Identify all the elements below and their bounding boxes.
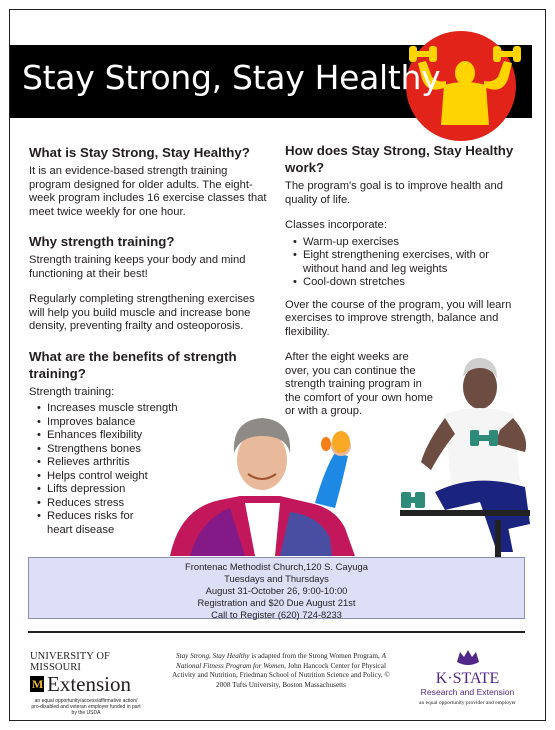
list-item: • Strengthens bones bbox=[37, 443, 197, 457]
why-heading: Why strength training? bbox=[29, 234, 175, 249]
what-heading: What is Stay Strong, Stay Healthy? bbox=[29, 145, 250, 160]
mu-university-name: UNIVERSITY OF MISSOURI bbox=[30, 651, 110, 673]
event-location: Frontenac Methodist Church,120 S. Cayuga bbox=[185, 561, 368, 572]
list-item: • Lifts depression bbox=[37, 483, 197, 497]
page-title: Stay Strong, Stay Healthy bbox=[22, 58, 441, 97]
footer-divider bbox=[28, 631, 525, 633]
list-item: • Reduces risks for heart disease bbox=[37, 510, 147, 537]
why-text-1: Strength training keeps your body and mind functioning at their best! bbox=[29, 254, 246, 280]
classes-list bbox=[293, 236, 530, 290]
list-item: • Reduces stress bbox=[37, 497, 197, 511]
kstate-subtitle: Research and Extension bbox=[420, 687, 515, 697]
event-dates: August 31-October 26, 9:00-10:00 bbox=[205, 585, 348, 596]
what-text: It is an evidence-based strength training program designed for older adults. The eight-week program includes 16 exercise classes that meet twice weekly for one hour. bbox=[29, 165, 267, 218]
list-item: • Relieves arthritis bbox=[37, 456, 197, 470]
how-text: The program's goal is to improve health and quality of life. bbox=[285, 180, 503, 206]
benefits-heading: What are the benefits of strength training? bbox=[29, 348, 237, 381]
mu-disclaimer: an equal opportunity/access/affirmative action/ pro-disabled and veteran employer funded in part by the USDA bbox=[31, 698, 141, 716]
list-item: • Increases muscle strength bbox=[37, 402, 197, 416]
continue-text: After the eight weeks are over, you can continue the strength training program in the comfort of your own home or with a group. bbox=[285, 351, 433, 417]
list-item: • Eight strengthening exercises, with or without hand and leg weights bbox=[293, 249, 523, 276]
man-exercising-photo bbox=[385, 352, 535, 557]
list-item: • Cool-down stretches bbox=[293, 276, 530, 290]
why-text-2: Regularly completing strengthening exercises will help you build muscle and increase bone density, preventing frailty and osteoporosis. bbox=[29, 293, 255, 332]
event-info-box bbox=[28, 557, 525, 619]
list-item: • Warm-up exercises bbox=[293, 236, 530, 250]
mu-shield-icon: M bbox=[32, 677, 44, 691]
mu-extension-logo bbox=[30, 651, 150, 716]
list-item: • Helps control weight bbox=[37, 470, 197, 484]
woman-exercising-photo bbox=[160, 408, 375, 556]
event-registration: Registration and $20 Due August 21st bbox=[197, 597, 356, 608]
event-phone: Call to Register (620) 724-8233 bbox=[211, 609, 342, 620]
list-item: • Improves balance bbox=[37, 416, 197, 430]
program-credit: Stay Strong, Stay Healthy is adapted from the Strong Women Program, A National Fitness Program for Women, John Hancock Center for Physical Activity and Nutrition, Friedman School of Nutrition Science and Policy, © 2008 Tufts University, Boston Massachusetts bbox=[172, 652, 390, 689]
kstate-name: K·STATE bbox=[435, 670, 500, 687]
list-item: • Enhances flexibility bbox=[37, 429, 197, 443]
event-days: Tuesdays and Thursdays bbox=[224, 573, 329, 584]
course-text: Over the course of the program, you will learn exercises to improve strength, balance and flexibility. bbox=[285, 298, 512, 338]
kstate-logo bbox=[405, 648, 530, 707]
how-heading: How does Stay Strong, Stay Healthy work? bbox=[285, 143, 514, 175]
kstate-disclaimer: an equal opportunity provider and employer bbox=[419, 700, 516, 706]
mu-extension-word: Extension bbox=[47, 672, 131, 696]
classes-intro: Classes incorporate: bbox=[285, 219, 387, 231]
wildcat-icon bbox=[455, 648, 481, 668]
benefits-intro: Strength training: bbox=[29, 385, 115, 398]
